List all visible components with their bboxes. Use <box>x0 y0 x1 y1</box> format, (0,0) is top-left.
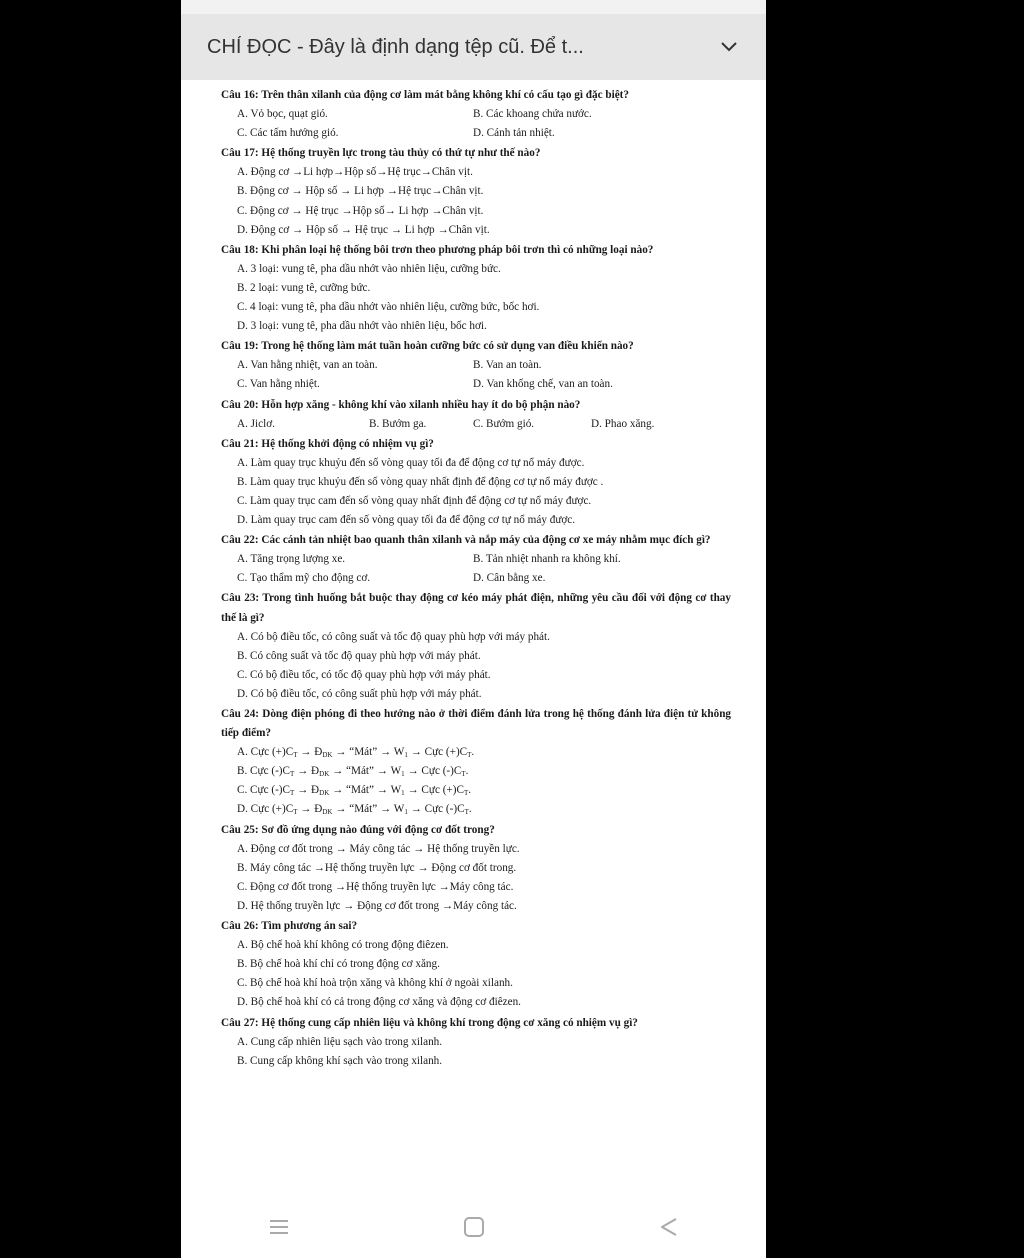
question-block <box>221 144 731 239</box>
menu-icon[interactable] <box>259 1207 299 1247</box>
question-number: Câu 18: <box>221 243 259 256</box>
option-fragment: → Cực (-)C <box>407 803 465 816</box>
question-block <box>221 917 731 1012</box>
option-fragment: DK <box>319 770 330 779</box>
question-block <box>221 705 731 820</box>
home-square-icon[interactable] <box>454 1207 494 1247</box>
answer-option: C. 4 loại: vung tê, pha dầu nhớt vào nhiên liệu, cưỡng bức, bốc hơi. <box>237 301 540 314</box>
question-block <box>221 589 731 704</box>
question-title <box>221 396 731 415</box>
answer-option: D. Có bộ điều tốc, có công suất phù hợp với máy phát. <box>237 687 482 700</box>
answer-option: B. Tản nhiệt nhanh ra không khí. <box>473 553 621 566</box>
navigation-bar <box>181 1195 766 1258</box>
option-fragment: → “Mát” → W <box>329 765 402 778</box>
answer-option: B. Van an toàn. <box>473 359 542 372</box>
question-text: Các cánh tản nhiệt bao quanh thân xilanh và nắp máy của động cơ xe máy nhằm mục đích gì? <box>261 534 711 547</box>
answer-option: B. Bộ chế hoà khí chỉ có trong động cơ xăng. <box>237 958 440 971</box>
option-fragment: C. Cực (-)C <box>237 784 290 797</box>
question-number: Câu 24: <box>221 708 260 720</box>
option-fragment: D. Cực (+)C <box>237 803 294 816</box>
answer-option: D. Làm quay trục cam đến số vòng quay tối đa để động cơ tự nổ máy được. <box>237 514 576 527</box>
question-text: Hệ thống khởi động có nhiệm vụ gì? <box>261 437 434 450</box>
answer-option <box>221 781 731 800</box>
answer-option: A. Cung cấp nhiên liệu sạch vào trong xilanh. <box>237 1035 443 1048</box>
question-text: Trong tình huống bắt buộc thay động cơ kéo máy phát điện, những yêu cầu đối với động cơ thay thế là gì? <box>221 592 731 624</box>
answer-option: D. Cánh tản nhiệt. <box>473 127 555 140</box>
option-fragment: → Đ <box>297 803 323 816</box>
option-fragment: → Đ <box>294 784 320 797</box>
answer-option: B. Động cơ → Hộp số → Li hợp →Hệ trục→Chân vịt. <box>237 185 484 198</box>
answer-option: A. Làm quay trục khuỷu đến số vòng quay tối đa để động cơ tự nổ máy được. <box>237 456 585 469</box>
option-fragment: 1 <box>404 808 408 817</box>
answer-option: D. Động cơ → Hộp số → Hệ trục → Li hợp →Chân vịt. <box>237 223 490 236</box>
question-title <box>221 1014 731 1033</box>
option-fragment: . <box>468 784 472 797</box>
read-only-banner[interactable] <box>181 14 766 80</box>
answer-option: D. Van khống chế, van an toàn. <box>473 378 613 391</box>
answer-option: A. Có bộ điều tốc, có công suất và tốc độ quay phù hợp với máy phát. <box>237 630 550 643</box>
question-text: Hệ thống truyền lực trong tàu thủy có thứ tự như thế nào? <box>261 147 541 160</box>
option-fragment: DK <box>319 789 330 798</box>
option-fragment: 1 <box>401 770 405 779</box>
option-fragment: → Đ <box>294 765 320 778</box>
option-fragment: DK <box>322 751 333 760</box>
answer-option: D. Cân bằng xe. <box>473 572 546 585</box>
question-text: Hệ thống cung cấp nhiên liệu và không khí trong động cơ xăng có nhiệm vụ gì? <box>261 1016 638 1029</box>
question-number: Câu 20: <box>221 398 259 411</box>
question-text: Trong hệ thống làm mát tuần hoàn cưỡng bức có sử dụng van điều khiển nào? <box>261 340 634 353</box>
option-fragment: → “Mát” → W <box>329 784 402 797</box>
question-title <box>221 917 731 936</box>
option-fragment: B. Cực (-)C <box>237 765 290 778</box>
option-fragment: T <box>467 751 472 760</box>
question-number: Câu 21: <box>221 437 259 450</box>
answer-option <box>221 762 731 781</box>
answer-option: B. Làm quay trục khuỷu đến số vòng quay nhất định để động cơ tự nổ máy được . <box>237 475 604 488</box>
answer-option <box>221 800 731 819</box>
option-row <box>221 124 731 143</box>
answer-option: C. Tạo thẩm mỹ cho động cơ. <box>237 572 371 585</box>
phone-screen <box>181 0 766 1258</box>
option-row <box>221 375 731 394</box>
question-title <box>221 821 731 840</box>
answer-option <box>221 743 731 762</box>
answer-option: C. Có bộ điều tốc, có tốc độ quay phù hợp với máy phát. <box>237 668 491 681</box>
option-fragment: . <box>468 803 472 816</box>
option-fragment: T <box>289 789 295 798</box>
answer-option: C. Động cơ đốt trong →Hệ thống truyền lực →Máy công tác. <box>237 880 514 893</box>
answer-option: B. 2 loại: vung tê, cưỡng bức. <box>237 281 371 294</box>
option-fragment: → “Mát” → W <box>332 803 405 816</box>
question-text: Trên thân xilanh của động cơ làm mát bằng không khí có cấu tạo gì đặc biệt? <box>261 89 629 101</box>
answer-option: A. Jiclơ. <box>237 417 275 430</box>
answer-option: A. Bộ chế hoà khí không có trong động điêzen. <box>237 939 449 952</box>
option-fragment: T <box>463 789 469 798</box>
question-title <box>221 435 731 454</box>
document-page <box>221 86 731 1071</box>
option-fragment: → Cực (+)C <box>407 746 468 759</box>
answer-option: A. Tăng trọng lượng xe. <box>237 553 346 566</box>
question-text: Tìm phương án sai? <box>261 920 358 933</box>
answer-option: D. Phao xăng. <box>591 417 655 430</box>
answer-option: A. Động cơ →Li hợp→Hộp số→Hệ trục→Chân vịt. <box>237 166 473 179</box>
option-row <box>221 415 731 434</box>
option-fragment: . <box>471 746 475 759</box>
answer-option: B. Có công suất và tốc độ quay phù hợp với máy phát. <box>237 649 481 662</box>
option-fragment: → Cực (-)C <box>404 765 462 778</box>
answer-option: C. Bướm gió. <box>473 417 535 430</box>
option-fragment: T <box>461 770 466 779</box>
option-fragment: T <box>289 770 295 779</box>
option-fragment: T <box>464 808 469 817</box>
question-number: Câu 26: <box>221 920 259 933</box>
question-number: Câu 27: <box>221 1016 259 1029</box>
question-number: Câu 19: <box>221 340 259 353</box>
option-fragment: 1 <box>401 789 405 798</box>
back-triangle-icon[interactable] <box>649 1207 689 1247</box>
option-fragment: T <box>293 751 298 760</box>
option-row <box>221 550 731 569</box>
option-fragment: → Cực (+)C <box>404 784 464 797</box>
answer-option: B. Máy công tác →Hệ thống truyền lực → Động cơ đốt trong. <box>237 861 517 874</box>
question-title <box>221 531 731 550</box>
option-row <box>221 569 731 588</box>
answer-option: A. Động cơ đốt trong → Máy công tác → Hệ thống truyền lực. <box>237 842 520 855</box>
option-row <box>221 356 731 375</box>
question-number: Câu 16: <box>221 89 259 101</box>
answer-option: D. Hệ thống truyền lực → Động cơ đốt trong →Máy công tác. <box>237 899 517 912</box>
option-fragment: A. Cực (+)C <box>237 746 294 759</box>
answer-option: D. 3 loại: vung tê, pha dầu nhớt vào nhiên liệu, bốc hơi. <box>237 320 487 333</box>
chevron-down-icon[interactable] <box>718 36 740 58</box>
option-fragment: . <box>465 765 469 778</box>
option-fragment: → “Mát” → W <box>332 746 405 759</box>
question-title <box>221 144 731 163</box>
question-block <box>221 396 731 434</box>
answer-option: A. 3 loại: vung tê, pha dầu nhớt vào nhiên liệu, cưỡng bức. <box>237 262 501 275</box>
answer-option: A. Vỏ bọc, quạt gió. <box>237 108 328 121</box>
answer-option: C. Van hằng nhiệt. <box>237 378 320 391</box>
option-fragment: 1 <box>404 751 408 760</box>
question-text: Sơ đồ ứng dụng nào đúng với động cơ đốt trong? <box>261 823 495 836</box>
question-number: Câu 17: <box>221 147 259 160</box>
question-number: Câu 25: <box>221 823 259 836</box>
option-fragment: T <box>293 808 298 817</box>
answer-option: B. Cung cấp không khí sạch vào trong xilanh. <box>237 1054 443 1067</box>
question-block <box>221 435 731 530</box>
answer-option: C. Bộ chế hoà khí hoà trộn xăng và không khí ở ngoài xilanh. <box>237 977 513 990</box>
option-fragment: DK <box>322 808 333 817</box>
question-title <box>221 86 731 105</box>
question-title <box>221 337 731 356</box>
answer-option: C. Động cơ → Hệ trục →Hộp số→ Li hợp →Chân vịt. <box>237 204 484 217</box>
question-block <box>221 241 731 336</box>
question-block <box>221 821 731 916</box>
read-only-banner-text: CHỈ ĐỌC - Đây là định dạng tệp cũ. Để t... <box>207 35 584 58</box>
question-text: Dòng điện phóng đi theo hướng nào ở thời điểm đánh lửa trong hệ thống đánh lửa điện tử không tiếp điểm? <box>221 708 732 740</box>
answer-option: A. Van hằng nhiệt, van an toàn. <box>237 359 378 372</box>
question-text: Khi phân loại hệ thống bôi trơn theo phương pháp bôi trơn thì có những loại nào? <box>261 243 654 256</box>
answer-option: C. Làm quay trục cam đến số vòng quay nhất định để động cơ tự nổ máy được. <box>237 494 592 507</box>
question-title <box>221 705 731 743</box>
question-number: Câu 22: <box>221 534 259 547</box>
question-title <box>221 241 731 260</box>
answer-option: B. Bướm ga. <box>369 417 427 430</box>
question-block <box>221 1014 731 1071</box>
status-bar <box>181 0 766 14</box>
question-block <box>221 531 731 588</box>
question-text: Hỗn hợp xăng - không khí vào xilanh nhiều hay ít do bộ phận nào? <box>261 398 581 411</box>
answer-option: B. Các khoang chứa nước. <box>473 108 592 121</box>
question-block <box>221 86 731 143</box>
answer-option: D. Bộ chế hoà khí có cả trong động cơ xăng và động cơ điêzen. <box>237 996 521 1009</box>
question-block <box>221 337 731 394</box>
option-fragment: → Đ <box>297 746 323 759</box>
option-row <box>221 105 731 124</box>
question-title <box>221 589 731 627</box>
answer-option: C. Các tấm hướng gió. <box>237 127 339 140</box>
question-number: Câu 23: <box>221 592 260 605</box>
